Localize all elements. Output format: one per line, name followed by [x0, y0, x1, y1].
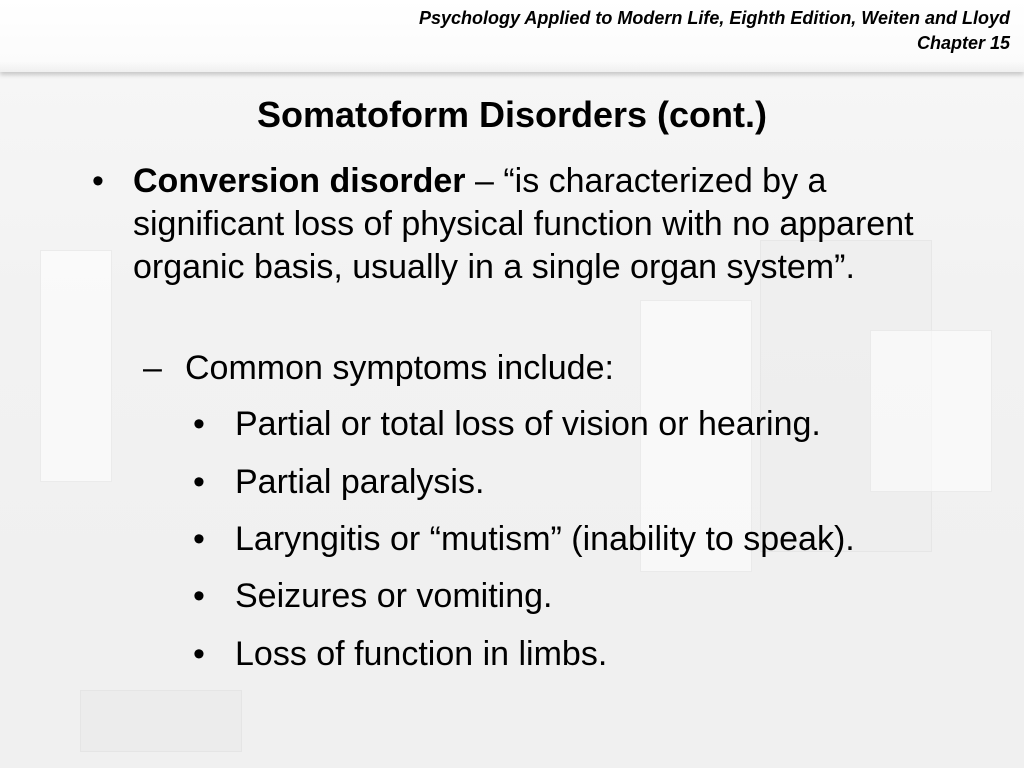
bullet-icon: • — [92, 162, 104, 200]
symptom-item: Partial or total loss of vision or hearing. — [235, 405, 821, 443]
main-bullet-text — [133, 160, 963, 289]
symptom-item: Seizures or vomiting. — [235, 577, 553, 615]
bullet-icon: • — [193, 635, 205, 673]
symptom-item: Partial paralysis. — [235, 463, 485, 501]
term-conversion-disorder: Conversion disorder — [133, 162, 466, 200]
chapter-label: Chapter 15 — [916, 33, 1010, 53]
bullet-icon: • — [193, 463, 205, 501]
bullet-icon: • — [193, 520, 205, 558]
sub-point-text: Common symptoms include: — [185, 349, 614, 387]
bullet-icon: • — [193, 577, 205, 615]
bullet-icon: • — [193, 405, 205, 443]
symptom-item: Loss of function in limbs. — [235, 635, 608, 673]
slide-title: Somatoform Disorders (cont.) — [256, 94, 768, 135]
dash-icon: – — [143, 349, 162, 387]
term-definition: – “is characterized by a significant loss of physical function with no apparent organic basis, usually in a single organ system”. — [133, 162, 914, 286]
book-citation: Psychology Applied to Modern Life, Eighth Edition, Weiten and Lloyd — [418, 8, 1010, 28]
symptom-item: Laryngitis or “mutism” (inability to speak). — [235, 520, 855, 558]
